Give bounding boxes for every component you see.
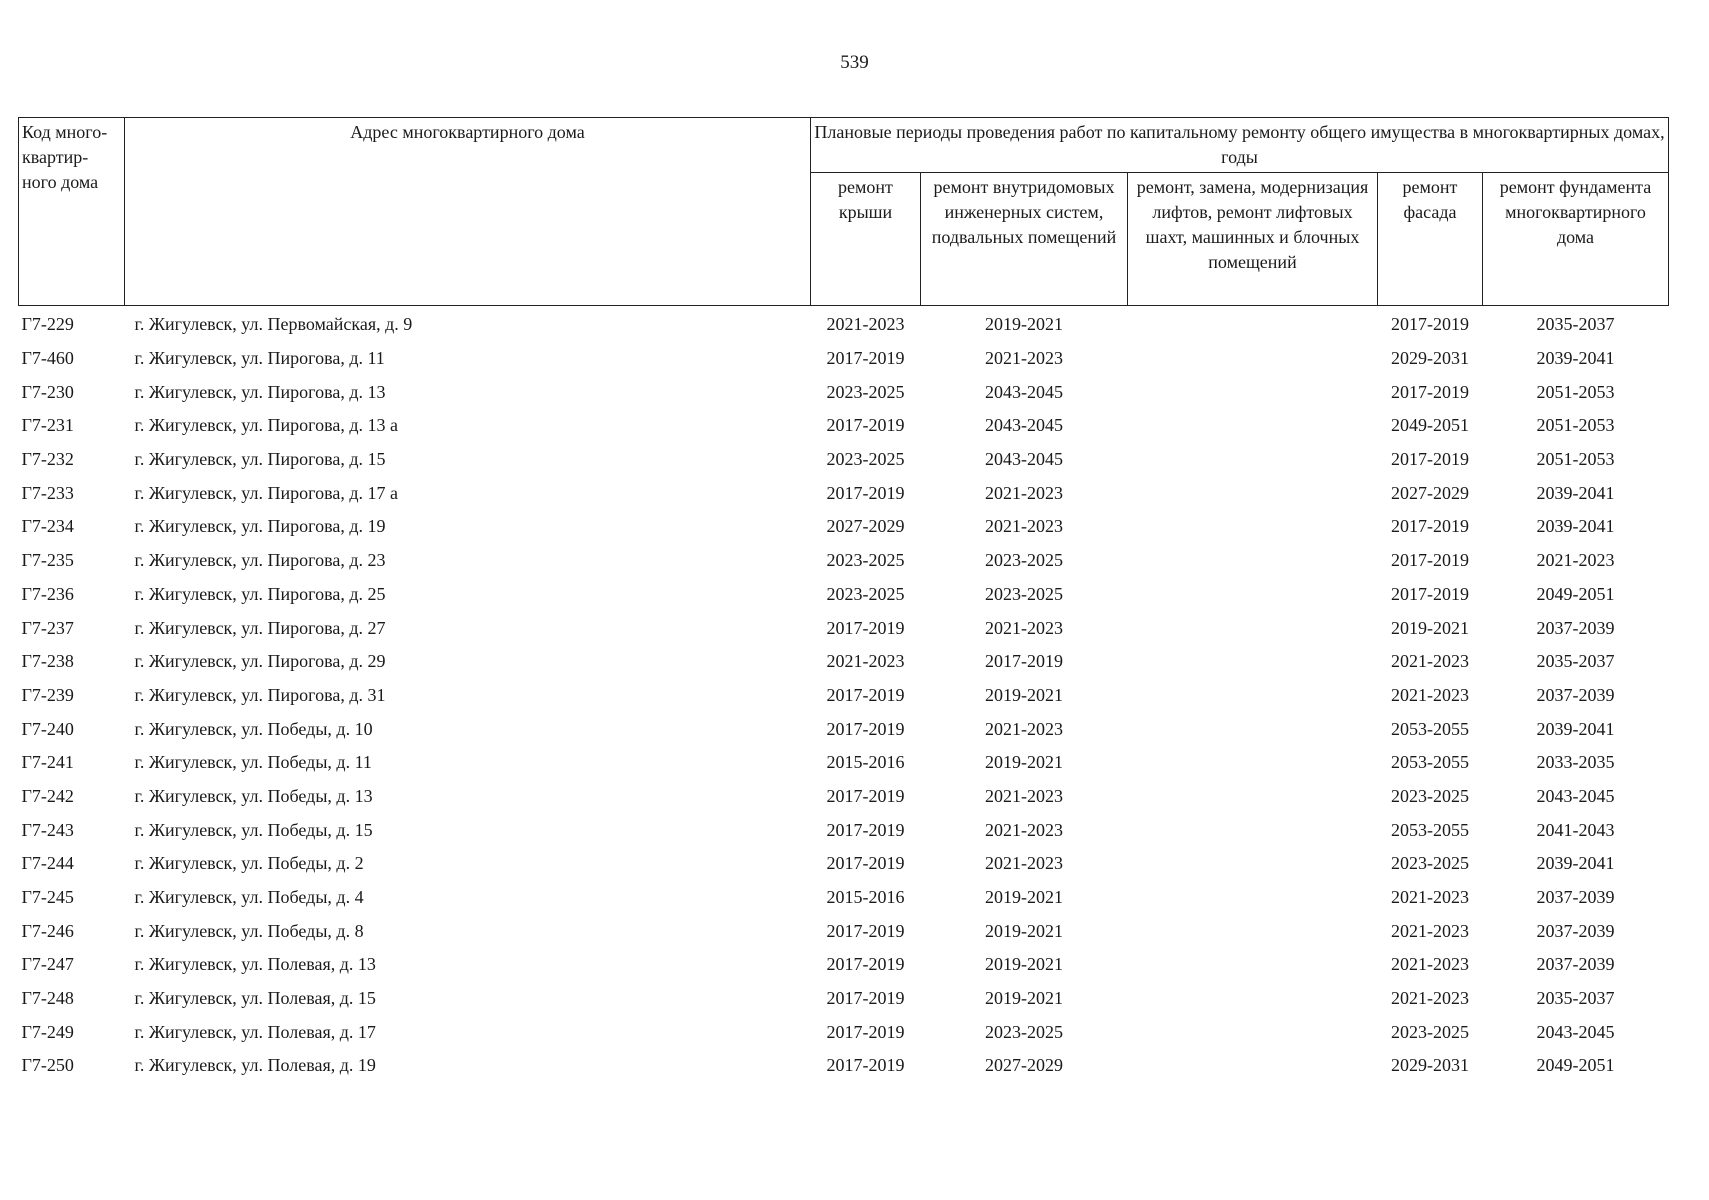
cell-systems: 2023-2025 <box>985 583 1063 604</box>
cell-foundation: 2033-2035 <box>1536 752 1615 773</box>
table-row <box>19 881 1669 915</box>
cell-facade: 2021-2023 <box>1391 684 1469 705</box>
table-row <box>19 948 1669 982</box>
cell-lifts <box>1128 914 1378 948</box>
table-row <box>19 813 1669 847</box>
cell-address: г. Жигулевск, ул. Пирогова, д. 31 <box>134 684 386 705</box>
cell-foundation: 2043-2045 <box>1536 1021 1615 1042</box>
cell-facade: 2049-2051 <box>1391 415 1469 436</box>
cell-code: Г7-239 <box>21 684 74 705</box>
cell-lifts <box>1128 375 1378 409</box>
table-row <box>19 780 1669 814</box>
cell-systems: 2019-2021 <box>985 752 1063 773</box>
cell-foundation: 2043-2045 <box>1536 785 1615 806</box>
cell-lifts <box>1128 982 1378 1016</box>
cell-foundation: 2035-2037 <box>1536 651 1615 672</box>
cell-code: Г7-236 <box>21 583 74 604</box>
cell-systems: 2019-2021 <box>985 887 1063 908</box>
cell-foundation: 2035-2037 <box>1536 314 1615 335</box>
header-systems: ремонт внутридомовых инженерных систем, подвальных помещений <box>921 173 1128 306</box>
cell-systems: 2021-2023 <box>985 819 1063 840</box>
cell-lifts <box>1128 544 1378 578</box>
page-number: 539 <box>840 52 869 73</box>
cell-code: Г7-250 <box>21 1055 74 1076</box>
cell-roof: 2017-2019 <box>826 718 905 739</box>
cell-systems: 2021-2023 <box>985 718 1063 739</box>
cell-facade: 2017-2019 <box>1391 550 1469 571</box>
table-row <box>19 510 1669 544</box>
cell-facade: 2029-2031 <box>1391 1055 1469 1076</box>
cell-address: г. Жигулевск, ул. Победы, д. 10 <box>134 718 373 739</box>
cell-address: г. Жигулевск, ул. Пирогова, д. 13 <box>134 381 386 402</box>
cell-systems: 2023-2025 <box>985 550 1063 571</box>
cell-lifts <box>1128 679 1378 713</box>
cell-address: г. Жигулевск, ул. Победы, д. 4 <box>134 887 364 908</box>
table-row <box>19 645 1669 679</box>
cell-systems: 2021-2023 <box>985 348 1063 369</box>
cell-roof: 2017-2019 <box>826 819 905 840</box>
cell-roof: 2023-2025 <box>826 381 905 402</box>
cell-code: Г7-247 <box>21 954 74 975</box>
table-row <box>19 409 1669 443</box>
cell-lifts <box>1128 476 1378 510</box>
table-row <box>19 679 1669 713</box>
cell-roof: 2017-2019 <box>826 1021 905 1042</box>
cell-facade: 2023-2025 <box>1391 1021 1469 1042</box>
cell-systems: 2043-2045 <box>985 381 1063 402</box>
cell-facade: 2021-2023 <box>1391 651 1469 672</box>
cell-address: г. Жигулевск, ул. Полевая, д. 15 <box>134 988 376 1009</box>
cell-facade: 2021-2023 <box>1391 988 1469 1009</box>
cell-foundation: 2037-2039 <box>1536 920 1615 941</box>
cell-facade: 2017-2019 <box>1391 583 1469 604</box>
cell-foundation: 2041-2043 <box>1536 819 1615 840</box>
cell-roof: 2023-2025 <box>826 583 905 604</box>
cell-roof: 2017-2019 <box>826 684 905 705</box>
cell-foundation: 2039-2041 <box>1536 853 1615 874</box>
cell-code: Г7-240 <box>21 718 74 739</box>
cell-lifts <box>1128 1049 1378 1083</box>
table-row <box>19 544 1669 578</box>
header-code: Код много-квартир-ного дома <box>19 118 125 306</box>
cell-foundation: 2051-2053 <box>1536 415 1615 436</box>
cell-code: Г7-242 <box>21 785 74 806</box>
header-planned-periods: Плановые периоды проведения работ по капитальному ремонту общего имущества в многоквартирных домах, годы <box>811 118 1669 173</box>
cell-facade: 2023-2025 <box>1391 853 1469 874</box>
cell-foundation: 2039-2041 <box>1536 482 1615 503</box>
cell-facade: 2017-2019 <box>1391 314 1469 335</box>
cell-address: г. Жигулевск, ул. Победы, д. 2 <box>134 853 364 874</box>
cell-systems: 2019-2021 <box>985 954 1063 975</box>
cell-address: г. Жигулевск, ул. Победы, д. 8 <box>134 920 364 941</box>
cell-code: Г7-232 <box>21 449 74 470</box>
cell-roof: 2017-2019 <box>826 617 905 638</box>
cell-lifts <box>1128 746 1378 780</box>
cell-address: г. Жигулевск, ул. Пирогова, д. 19 <box>134 516 386 537</box>
cell-facade: 2017-2019 <box>1391 381 1469 402</box>
table-row <box>19 611 1669 645</box>
cell-foundation: 2049-2051 <box>1536 1055 1615 1076</box>
header-address: Адрес многоквартирного дома <box>125 118 811 306</box>
cell-facade: 2021-2023 <box>1391 920 1469 941</box>
table-row <box>19 982 1669 1016</box>
cell-lifts <box>1128 510 1378 544</box>
cell-address: г. Жигулевск, ул. Пирогова, д. 13 а <box>134 415 398 436</box>
cell-systems: 2021-2023 <box>985 482 1063 503</box>
cell-address: г. Жигулевск, ул. Пирогова, д. 27 <box>134 617 386 638</box>
cell-lifts <box>1128 611 1378 645</box>
cell-lifts <box>1128 306 1378 342</box>
cell-lifts <box>1128 712 1378 746</box>
cell-systems: 2019-2021 <box>985 684 1063 705</box>
cell-systems: 2027-2029 <box>985 1055 1063 1076</box>
cell-roof: 2015-2016 <box>826 752 905 773</box>
cell-facade: 2027-2029 <box>1391 482 1469 503</box>
cell-address: г. Жигулевск, ул. Пирогова, д. 15 <box>134 449 386 470</box>
cell-lifts <box>1128 443 1378 477</box>
cell-code: Г7-249 <box>21 1021 74 1042</box>
cell-foundation: 2035-2037 <box>1536 988 1615 1009</box>
cell-code: Г7-230 <box>21 381 74 402</box>
cell-systems: 2019-2021 <box>985 314 1063 335</box>
table-row <box>19 306 1669 342</box>
cell-facade: 2021-2023 <box>1391 954 1469 975</box>
cell-roof: 2017-2019 <box>826 482 905 503</box>
cell-roof: 2017-2019 <box>826 785 905 806</box>
cell-roof: 2017-2019 <box>826 920 905 941</box>
cell-roof: 2017-2019 <box>826 988 905 1009</box>
cell-systems: 2017-2019 <box>985 651 1063 672</box>
table-row <box>19 1015 1669 1049</box>
cell-address: г. Жигулевск, ул. Пирогова, д. 25 <box>134 583 386 604</box>
cell-roof: 2023-2025 <box>826 550 905 571</box>
cell-foundation: 2037-2039 <box>1536 887 1615 908</box>
cell-lifts <box>1128 1015 1378 1049</box>
cell-foundation: 2039-2041 <box>1536 516 1615 537</box>
cell-foundation: 2021-2023 <box>1536 550 1615 571</box>
cell-code: Г7-235 <box>21 550 74 571</box>
cell-address: г. Жигулевск, ул. Победы, д. 15 <box>134 819 373 840</box>
cell-systems: 2021-2023 <box>985 853 1063 874</box>
cell-facade: 2021-2023 <box>1391 887 1469 908</box>
cell-systems: 2043-2045 <box>985 415 1063 436</box>
cell-foundation: 2039-2041 <box>1536 348 1615 369</box>
header-lifts: ремонт, замена, модернизация лифтов, ремонт лифтовых шахт, машинных и блочных помещений <box>1128 173 1378 306</box>
table-row <box>19 476 1669 510</box>
cell-roof: 2017-2019 <box>826 415 905 436</box>
cell-code: Г7-243 <box>21 819 74 840</box>
cell-systems: 2023-2025 <box>985 1021 1063 1042</box>
cell-code: Г7-246 <box>21 920 74 941</box>
cell-roof: 2027-2029 <box>826 516 905 537</box>
table-row <box>19 375 1669 409</box>
cell-code: Г7-233 <box>21 482 74 503</box>
cell-foundation: 2037-2039 <box>1536 954 1615 975</box>
cell-code: Г7-245 <box>21 887 74 908</box>
cell-roof: 2021-2023 <box>826 651 905 672</box>
cell-address: г. Жигулевск, ул. Пирогова, д. 17 а <box>134 482 398 503</box>
cell-facade: 2029-2031 <box>1391 348 1469 369</box>
header-facade: ремонт фасада <box>1378 173 1483 306</box>
table-header <box>19 118 1669 306</box>
cell-systems: 2019-2021 <box>985 920 1063 941</box>
cell-address: г. Жигулевск, ул. Победы, д. 13 <box>134 785 373 806</box>
cell-address: г. Жигулевск, ул. Пирогова, д. 23 <box>134 550 386 571</box>
cell-code: Г7-231 <box>21 415 74 436</box>
cell-lifts <box>1128 847 1378 881</box>
cell-facade: 2017-2019 <box>1391 449 1469 470</box>
cell-lifts <box>1128 578 1378 612</box>
cell-code: Г7-238 <box>21 651 74 672</box>
table-row <box>19 914 1669 948</box>
table-row <box>19 578 1669 612</box>
cell-address: г. Жигулевск, ул. Полевая, д. 13 <box>134 954 376 975</box>
cell-lifts <box>1128 780 1378 814</box>
table-row <box>19 746 1669 780</box>
cell-address: г. Жигулевск, ул. Первомайская, д. 9 <box>134 314 413 335</box>
cell-roof: 2015-2016 <box>826 887 905 908</box>
cell-facade: 2019-2021 <box>1391 617 1469 638</box>
cell-lifts <box>1128 409 1378 443</box>
header-foundation: ремонт фундамента многоквартирного дома <box>1483 173 1669 306</box>
cell-foundation: 2037-2039 <box>1536 684 1615 705</box>
cell-systems: 2021-2023 <box>985 516 1063 537</box>
cell-facade: 2017-2019 <box>1391 516 1469 537</box>
cell-systems: 2021-2023 <box>985 617 1063 638</box>
cell-code: Г7-229 <box>21 314 74 335</box>
cell-code: Г7-237 <box>21 617 74 638</box>
cell-systems: 2021-2023 <box>985 785 1063 806</box>
cell-roof: 2017-2019 <box>826 954 905 975</box>
cell-foundation: 2039-2041 <box>1536 718 1615 739</box>
cell-lifts <box>1128 645 1378 679</box>
cell-facade: 2023-2025 <box>1391 785 1469 806</box>
cell-roof: 2021-2023 <box>826 314 905 335</box>
cell-facade: 2053-2055 <box>1391 718 1469 739</box>
cell-address: г. Жигулевск, ул. Полевая, д. 17 <box>134 1021 376 1042</box>
table-row <box>19 847 1669 881</box>
cell-code: Г7-234 <box>21 516 74 537</box>
cell-lifts <box>1128 813 1378 847</box>
cell-foundation: 2037-2039 <box>1536 617 1615 638</box>
cell-facade: 2053-2055 <box>1391 752 1469 773</box>
cell-facade: 2053-2055 <box>1391 819 1469 840</box>
cell-lifts <box>1128 881 1378 915</box>
cell-code: Г7-460 <box>21 348 74 369</box>
cell-lifts <box>1128 948 1378 982</box>
table-row <box>19 342 1669 376</box>
cell-roof: 2017-2019 <box>826 1055 905 1076</box>
cell-address: г. Жигулевск, ул. Пирогова, д. 11 <box>134 348 385 369</box>
cell-code: Г7-241 <box>21 752 74 773</box>
cell-code: Г7-244 <box>21 853 74 874</box>
cell-address: г. Жигулевск, ул. Пирогова, д. 29 <box>134 651 386 672</box>
cell-roof: 2023-2025 <box>826 449 905 470</box>
table-row <box>19 1049 1669 1083</box>
table-row <box>19 712 1669 746</box>
cell-foundation: 2051-2053 <box>1536 449 1615 470</box>
cell-address: г. Жигулевск, ул. Полевая, д. 19 <box>134 1055 376 1076</box>
cell-systems: 2043-2045 <box>985 449 1063 470</box>
cell-lifts <box>1128 342 1378 376</box>
table-row <box>19 443 1669 477</box>
header-roof: ремонт крыши <box>811 173 921 306</box>
cell-foundation: 2049-2051 <box>1536 583 1615 604</box>
cell-roof: 2017-2019 <box>826 853 905 874</box>
cell-systems: 2019-2021 <box>985 988 1063 1009</box>
cell-code: Г7-248 <box>21 988 74 1009</box>
table-body <box>19 306 1669 1083</box>
cell-foundation: 2051-2053 <box>1536 381 1615 402</box>
repair-schedule-table <box>18 117 1669 1083</box>
cell-address: г. Жигулевск, ул. Победы, д. 11 <box>134 752 372 773</box>
cell-roof: 2017-2019 <box>826 348 905 369</box>
